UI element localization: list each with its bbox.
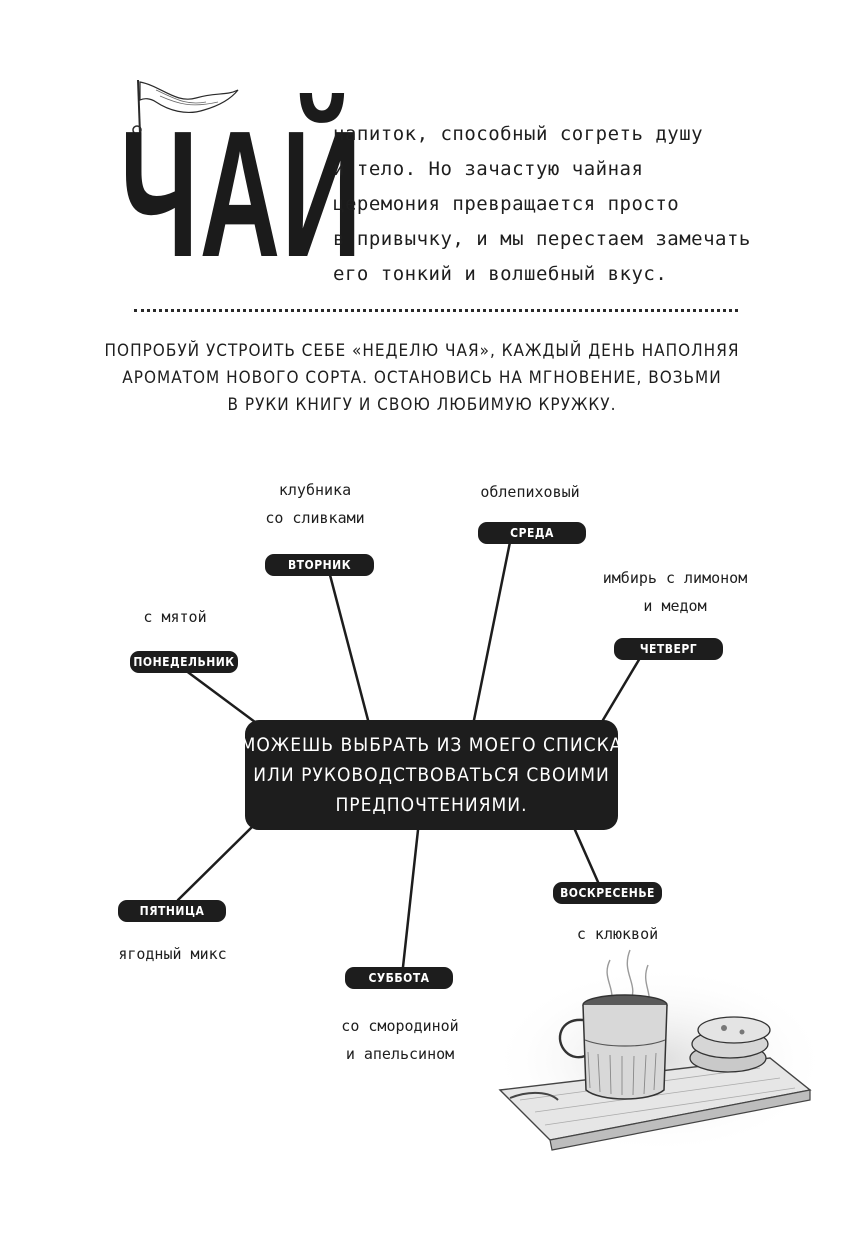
center-line: ИЛИ РУКОВОДСТВОВАТЬСЯ СВОИМИ — [253, 764, 610, 786]
wednesday-label: СРЕДА — [478, 522, 586, 544]
sunday-label: ВОСКРЕСЕНЬЕ — [553, 882, 662, 904]
note-line: имбирь с лимоном — [602, 569, 748, 587]
friday-label: ПЯТНИЦА — [118, 900, 226, 922]
saturday-note — [325, 1012, 475, 1068]
note-line: с клюквой — [576, 925, 659, 943]
lead-line: АРОМАТОМ НОВОГО СОРТА. ОСТАНОВИСЬ НА МГНОВЕНИЕ, ВОЗЬМИ — [122, 368, 722, 388]
center-node — [240, 720, 623, 830]
thursday-label: ЧЕТВЕРГ — [614, 638, 723, 660]
note-line: и медом — [643, 597, 707, 615]
note-line: с мятой — [143, 608, 207, 626]
note-line: клубника — [278, 481, 352, 499]
intro-line: в привычку, и мы перестаем замечать — [333, 228, 751, 250]
monday-label: ПОНЕДЕЛЬНИК — [130, 651, 238, 673]
note-line: и апельсином — [345, 1045, 455, 1063]
intro-line: и тело. Но зачастую чайная — [333, 158, 644, 180]
center-line: МОЖЕШЬ ВЫБРАТЬ ИЗ МОЕГО СПИСКА — [240, 734, 623, 756]
lead-line: ПОПРОБУЙ УСТРОИТЬ СЕБЕ «НЕДЕЛЮ ЧАЯ», КАЖДЫЙ ДЕНЬ НАПОЛНЯЯ — [104, 341, 740, 361]
tuesday-note — [245, 476, 385, 532]
tuesday-label: ВТОРНИК — [265, 554, 374, 576]
center-line: ПРЕДПОЧТЕНИЯМИ. — [335, 794, 528, 816]
wednesday-note — [460, 478, 600, 506]
intro-line: его тонкий и волшебный вкус. — [333, 263, 668, 285]
note-line: облепиховый — [480, 483, 580, 501]
friday-note — [105, 940, 240, 968]
intro-line: напиток, способный согреть душу — [333, 123, 704, 145]
tea-cup-illustration — [480, 940, 820, 1160]
note-line: ягодный микс — [118, 945, 227, 963]
note-line: со смородиной — [341, 1017, 459, 1035]
saturday-label: СУББОТА — [345, 967, 453, 989]
page-title: ЧАЙ — [120, 94, 363, 295]
note-line: со сливками — [265, 509, 365, 527]
lead-line: В РУКИ КНИГУ И СВОЮ ЛЮБИМУЮ КРУЖКУ. — [227, 395, 617, 415]
monday-note — [120, 603, 230, 631]
thursday-note — [585, 564, 765, 620]
intro-line: церемония превращается просто — [333, 193, 680, 215]
